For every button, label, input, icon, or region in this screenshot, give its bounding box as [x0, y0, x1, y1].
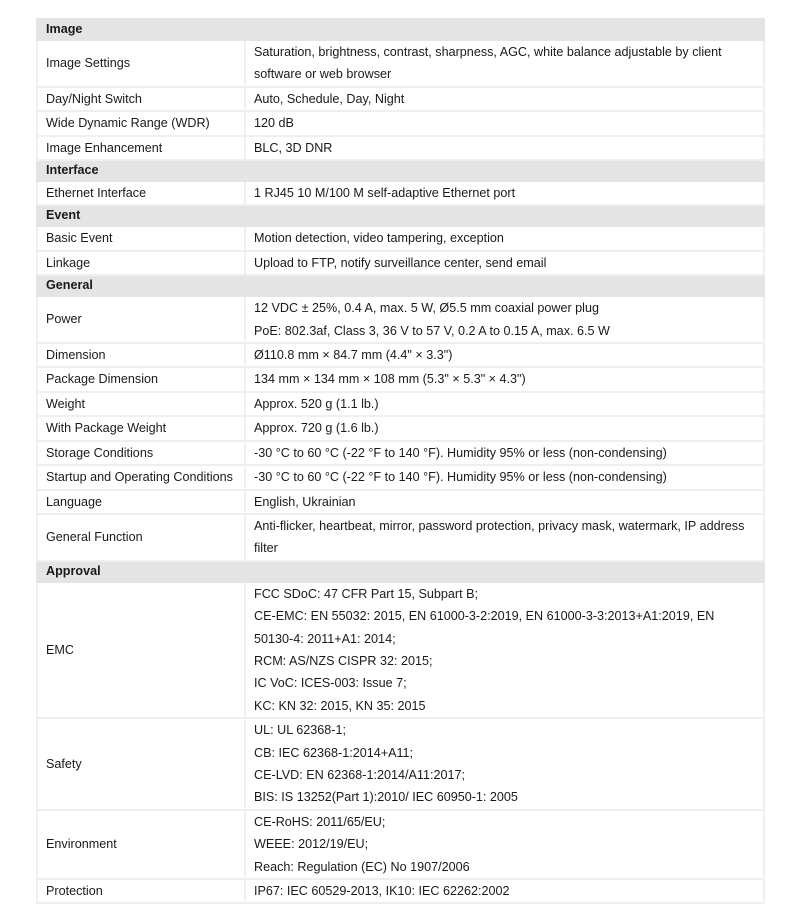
spec-value	[245, 343, 764, 367]
table-row	[37, 251, 764, 275]
spec-value	[245, 514, 764, 561]
spec-label: Environment	[37, 810, 245, 879]
spec-value-line: BIS: IS 13252(Part 1):2010/ IEC 60950-1: 2005	[254, 790, 518, 805]
table-row	[37, 490, 764, 514]
spec-value-line: 1 RJ45 10 M/100 M self-adaptive Ethernet port	[254, 186, 516, 201]
spec-value-line: English, Ukrainian	[254, 494, 356, 509]
spec-value	[245, 718, 764, 810]
spec-label: EMC	[37, 582, 245, 718]
spec-value	[245, 441, 764, 465]
spec-label: Ethernet Interface	[37, 181, 245, 205]
spec-label: Wide Dynamic Range (WDR)	[37, 111, 245, 135]
spec-value-line: Auto, Schedule, Day, Night	[254, 91, 405, 106]
spec-label: Linkage	[37, 251, 245, 275]
spec-label: Basic Event	[37, 226, 245, 250]
spec-label: Storage Conditions	[37, 441, 245, 465]
spec-value-line: CE-EMC: EN 55032: 2015, EN 61000-3-2:2019, EN 61000-3-3:2013+A1:2019, EN 50130-4: 2011+A1: 2014;	[254, 609, 715, 646]
spec-value-line: CE-LVD: EN 62368-1:2014/A11:2017;	[254, 767, 465, 782]
spec-value	[245, 582, 764, 718]
spec-value-line: -30 °C to 60 °C (-22 °F to 140 °F). Humidity 95% or less (non-condensing)	[254, 445, 667, 460]
table-row	[37, 392, 764, 416]
section-header	[37, 19, 764, 40]
spec-label: Power	[37, 296, 245, 343]
spec-value-line: IP67: IEC 60529-2013, IK10: IEC 62262:2002	[254, 884, 510, 898]
spec-label: Language	[37, 490, 245, 514]
spec-label: With Package Weight	[37, 416, 245, 440]
table-row	[37, 718, 764, 810]
spec-value	[245, 111, 764, 135]
table-row	[37, 87, 764, 111]
spec-value	[245, 181, 764, 205]
spec-value	[245, 40, 764, 87]
section-title: Event	[37, 205, 764, 226]
spec-value-line: Ø110.8 mm × 84.7 mm (4.4" × 3.3")	[254, 348, 453, 363]
spec-value-line: Motion detection, video tampering, exception	[254, 231, 504, 246]
spec-label: Image Enhancement	[37, 136, 245, 160]
spec-value	[245, 392, 764, 416]
spec-value-line: Upload to FTP, notify surveillance center, send email	[254, 255, 547, 270]
spec-value	[245, 367, 764, 391]
table-row	[37, 514, 764, 561]
spec-value-line: Approx. 520 g (1.1 lb.)	[254, 396, 379, 411]
table-row	[37, 343, 764, 367]
table-row	[37, 136, 764, 160]
spec-label: Weight	[37, 392, 245, 416]
spec-value-line: 134 mm × 134 mm × 108 mm (5.3" × 5.3" × 4.3")	[254, 372, 526, 387]
spec-table	[36, 18, 765, 904]
table-row	[37, 441, 764, 465]
spec-value	[245, 226, 764, 250]
spec-label: Dimension	[37, 343, 245, 367]
spec-value-line: BLC, 3D DNR	[254, 140, 333, 155]
spec-value	[245, 251, 764, 275]
spec-value-line: Saturation, brightness, contrast, sharpness, AGC, white balance adjustable by client software or web browser	[254, 45, 722, 82]
spec-value-line: FCC SDoC: 47 CFR Part 15, Subpart B;	[254, 586, 478, 601]
table-row	[37, 582, 764, 718]
table-row	[37, 296, 764, 343]
section-title: Image	[37, 19, 764, 40]
section-header	[37, 561, 764, 582]
spec-label: Protection	[37, 879, 245, 903]
spec-value-line: IC VoC: ICES-003: Issue 7;	[254, 676, 407, 691]
spec-label: Day/Night Switch	[37, 87, 245, 111]
section-title: General	[37, 275, 764, 296]
table-row	[37, 226, 764, 250]
spec-value-line: Anti-flicker, heartbeat, mirror, password protection, privacy mask, watermark, IP address filter	[254, 518, 745, 556]
section-header	[37, 160, 764, 181]
spec-value-line: PoE: 802.3af, Class 3, 36 V to 57 V, 0.2 A to 0.15 A, max. 6.5 W	[254, 323, 610, 338]
spec-value	[245, 810, 764, 879]
spec-value-line: RCM: AS/NZS CISPR 32: 2015;	[254, 653, 433, 668]
table-row	[37, 111, 764, 135]
section-title: Interface	[37, 160, 764, 181]
spec-value	[245, 416, 764, 440]
table-row	[37, 416, 764, 440]
spec-label: Startup and Operating Conditions	[37, 465, 245, 489]
spec-value	[245, 465, 764, 489]
spec-value	[245, 490, 764, 514]
spec-value	[245, 296, 764, 343]
spec-value-line: KC: KN 32: 2015, KN 35: 2015	[254, 698, 426, 713]
spec-value-line: 120 dB	[254, 116, 294, 131]
spec-value-line: 12 VDC ± 25%, 0.4 A, max. 5 W, Ø5.5 mm coaxial power plug	[254, 301, 599, 316]
spec-label: Image Settings	[37, 40, 245, 87]
spec-value-line: CB: IEC 62368-1:2014+A11;	[254, 745, 414, 760]
spec-value	[245, 136, 764, 160]
section-header	[37, 275, 764, 296]
section-title: Approval	[37, 561, 764, 582]
spec-value-line: -30 °C to 60 °C (-22 °F to 140 °F). Humidity 95% or less (non-condensing)	[254, 470, 667, 485]
spec-value-line: CE-RoHS: 2011/65/EU;	[254, 814, 386, 829]
spec-label: General Function	[37, 514, 245, 561]
spec-table-body	[37, 19, 764, 903]
table-row	[37, 181, 764, 205]
table-row	[37, 367, 764, 391]
spec-value	[245, 87, 764, 111]
spec-value-line: UL: UL 62368-1;	[254, 723, 346, 738]
spec-label: Safety	[37, 718, 245, 810]
spec-value-line: Reach: Regulation (EC) No 1907/2006	[254, 859, 470, 874]
section-header	[37, 205, 764, 226]
spec-value-line: Approx. 720 g (1.6 lb.)	[254, 421, 379, 436]
table-row	[37, 810, 764, 879]
spec-value-line: WEEE: 2012/19/EU;	[254, 837, 369, 852]
table-row	[37, 40, 764, 87]
spec-label: Package Dimension	[37, 367, 245, 391]
table-row	[37, 465, 764, 489]
